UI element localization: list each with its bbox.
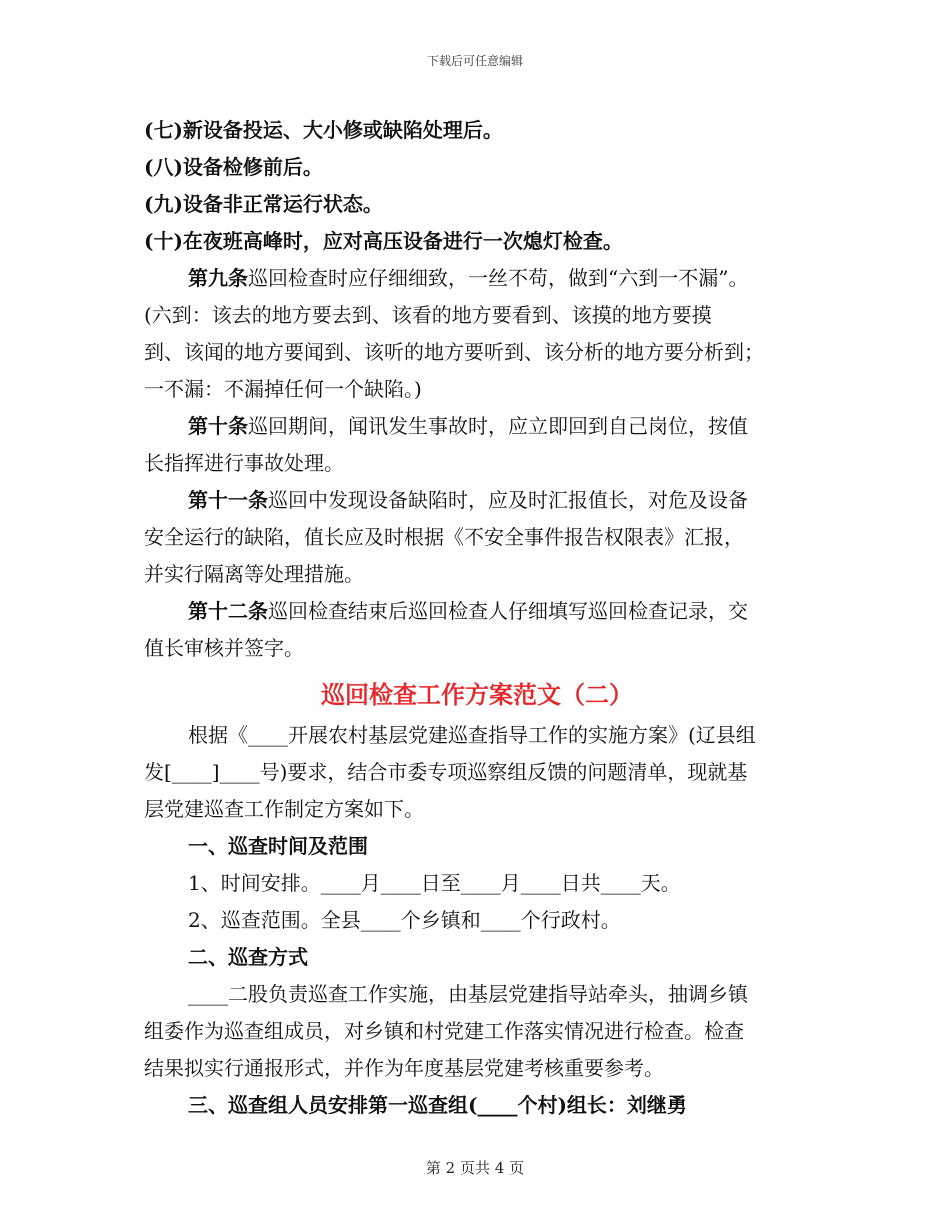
article-9-text: 巡回检查时应仔细细致，一丝不苟，做到“六到一不漏”。 (248, 266, 749, 290)
article-11-line-3: 并实行隔离等处理措施。 (144, 562, 364, 586)
article-11-line-2: 安全运行的缺陷，值长应及时根据《不安全事件报告权限表》汇报， (144, 525, 744, 549)
heading-1: 一、巡查时间及范围 (188, 834, 368, 858)
list-item-9: (九)设备非正常运行状态。 (144, 192, 383, 216)
time-arrangement: 1、时间安排。____月____日至____月____日共____天。 (188, 871, 681, 895)
article-9-line-4: 一不漏：不漏掉任何一个缺陷。) (144, 377, 422, 401)
article-11-line-1 (144, 482, 810, 519)
article-11-text: 巡回中发现设备缺陷时，应及时汇报值长，对危及设备 (268, 488, 748, 512)
article-9-line-3: 到、该闻的地方要闻到、该听的地方要听到、该分析的地方要分析到； (144, 340, 764, 364)
article-11-label: 第十一条 (188, 488, 268, 512)
intro-line-1: 根据《____开展农村基层党建巡查指导工作的实施方案》(辽县组 (188, 723, 756, 747)
document-body (144, 112, 810, 1124)
article-12-line-2: 值长审核并签字。 (144, 636, 304, 660)
article-9-label: 第九条 (188, 266, 248, 290)
intro-line-3: 层党建巡查工作制定方案如下。 (144, 797, 424, 821)
section-title: 巡回检查工作方案范文（二） (321, 680, 633, 709)
page-header: 下载后可任意编辑 (426, 54, 523, 68)
method-line-3: 结果拟实行通报形式，并作为年度基层党建考核重要参考。 (144, 1056, 664, 1080)
article-12-label: 第十二条 (188, 599, 268, 623)
intro-line-2: 发[____]____号)要求，结合市委专项巡察组反馈的问题清单，现就基 (144, 760, 748, 784)
article-9-line-1 (144, 260, 810, 297)
list-item-10: (十)在夜班高峰时，应对高压设备进行一次熄灯检查。 (144, 229, 623, 253)
heading-3: 三、巡查组人员安排第一巡查组(____个村)组长：刘继勇 (188, 1093, 687, 1117)
method-line-2: 组委作为巡查组成员，对乡镇和村党建工作落实情况进行检查。检查 (144, 1019, 744, 1043)
article-12-line-1 (144, 593, 810, 630)
article-10-line-1 (144, 408, 810, 445)
scope-text: 2、巡查范围。全县____个乡镇和____个行政村。 (188, 908, 621, 932)
heading-2: 二、巡查方式 (188, 945, 308, 969)
article-9-line-2: (六到：该去的地方要去到、该看的地方要看到、该摸的地方要摸 (144, 303, 712, 327)
list-item-8: (八)设备检修前后。 (144, 155, 323, 179)
article-10-line-2: 长指挥进行事故处理。 (144, 451, 344, 475)
article-12-text: 巡回检查结束后巡回检查人仔细填写巡回检查记录，交 (268, 599, 748, 623)
method-line-1: ____二股负责巡查工作实施，由基层党建指导站牵头，抽调乡镇 (188, 982, 748, 1006)
page-footer: 第 2 页共 4 页 (425, 1159, 525, 1177)
article-10-text: 巡回期间，闻讯发生事故时，应立即回到自己岗位，按值 (248, 414, 748, 438)
article-10-label: 第十条 (188, 414, 248, 438)
list-item-7: (七)新设备投运、大小修或缺陷处理后。 (144, 118, 503, 142)
